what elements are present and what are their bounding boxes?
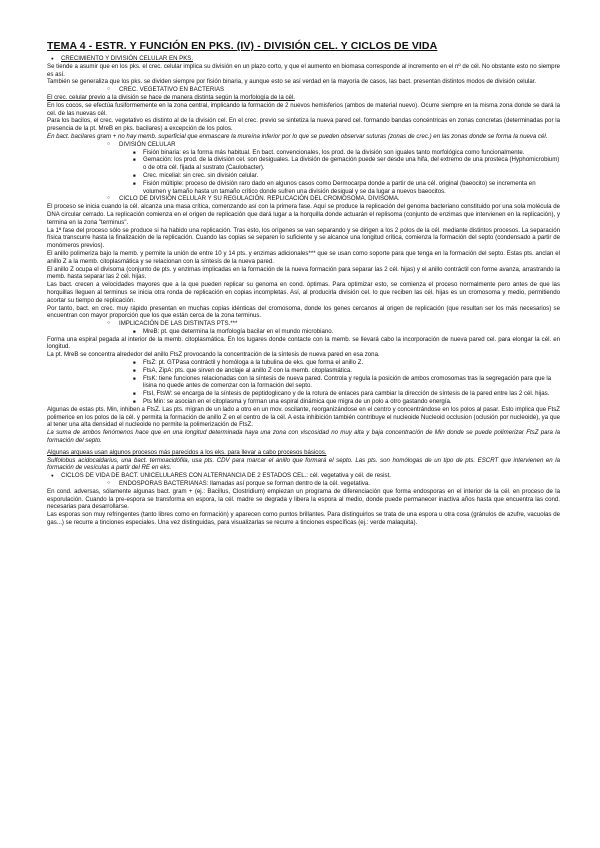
bullet-item: ■ FtsI, FtsW: se encarga de la síntesis de peptidoglicano y de la rotura de enlaces para cambiar la dirección de síntesis de la pared entre las 2 cél. hijas. [47, 390, 560, 398]
subsection-heading: ○ IMPLICACIÓN DE LAS DISTINTAS PTS.*** [47, 320, 560, 328]
paragraph: La pt. MreB se concentra alrededor del anillo FtsZ provocando la concentración de la síntesis de nueva pared en esa zona. [47, 351, 380, 359]
bullet-item: ■ Gemación: los prod. de la división cel. son desiguales. La división de gemación puede ser desde una hifa, del extremo de una prosteca (Hyphomicrobium) o de otra cél. fijada al sustrato (Caulobacter). [47, 156, 560, 172]
paragraph: Se tiende a asumir que en los pks. el crec. celular implica su división en un plazo corto, y que el aumento en biomasa corresponde al incremento en el nº de cél. No obstante esto no siempre es así. [47, 62, 560, 78]
paragraph: Las bact. crecen a velocidades mayores que a la que pueden replicar su genoma en cond. óptimas. Para optimizar esto, se comienza el proceso normalmente pero antes de que las horquillas lleguen al terminus se inicia otra ronda de replicación en copias incompletas. Así, al producirla división cel. lo que reciben las cél. hijas es un cromosoma y medio, permitiendo acortar su tiempo de replicación. [47, 281, 560, 304]
section-heading: ● CRECIMIENTO Y DIVISIÓN CELULAR EN PKS. [47, 55, 560, 63]
paragraph: La suma de ambos fenómenos hace que en una longitud determinada haya una zona con viscosidad no muy alta y baja concentración de Min donde se puede polimerizar FtsZ para la formación del septo. [47, 429, 560, 445]
paragraph: Por tanto, bact. en crec. muy rápido presentan en muchas copias idénticas del cromosoma, donde los genes cercanos al origen de replicación (que resultan ser los más necesarios) se encuentran con mayor proporción que los que están cerca de la zona terminus. [47, 304, 560, 320]
bullet-item: ■ MreB: pt. que determina la morfología bacilar en el mundo microbiano. [47, 328, 560, 336]
paragraph: En bact. bacilares gram + no hay memb. superficial que enmascare la mureína inferior por lo que se pueden observar suturas (zonas de crec.) en las zonas donde se forma la nueva cél. [47, 132, 548, 140]
document-page [47, 40, 560, 527]
paragraph: El proceso se inicia cuando la cél. alcanza una masa crítica, comenzando así con la primera fase. Aquí se produce la replicación del genoma bacteriano constituido por una sola molécula de DNA circular cerrado. La replicación comienza en el origen de replicación que dará lugar a la horquilla donde actuarán el replisoma (conjunto de enzimas que intervienen en la replicación), y termina en la zona "terminus". [47, 203, 560, 226]
paragraph: Sulfolobus acidocaldarius, una bact. termoacidófila, usa pts. CDV para marcar el anillo que formará el septo. Las pts. son homólogas de un tipo de pts. ESCRT que intervienen en la formación de vesículas a partir del RE en eks. [47, 456, 560, 472]
paragraph: En los cocos, se efectúa fusiformemente en la zona central, implicando la formación de 2 nuevos hemisferios (ambos de material nuevo). Ocurre siempre en la misma zona donde se dará la cel. de las nuevas cél. [47, 101, 560, 117]
paragraph: La 1ª fase del proceso sólo se produce si ha habido una replicación. Tras esto, los orígenes se van separando y se dirigen a los 2 polos de la cél. mediante distintos procesos. La separación física transcurre hasta la finalización de la replicación. Cuando las copias se separen lo suficiente y se alcance una longitud crítica, comienza la formación del septo (condensado a partir de monómeros previos). [47, 226, 560, 250]
paragraph: También se generaliza que los pks. se dividen siempre por fisión binaria, y aunque esto se así verdad en la mayoría de casos, las bact. presentan distintos modos de división celular. [47, 78, 537, 86]
paragraph: Forma una espiral pegada al interior de la memb. citoplasmática. En los lugares donde contacte con la memb. se llevará cabo la incorporación de nueva pared cel. para elongar la cél. en longitud. [47, 335, 560, 351]
bullet-item: ■ FtsZ: pt. GTPasa contráctil y homóloga a la tubulina de eks. que forma el anillo Z. [47, 359, 560, 367]
page-title: TEMA 4 - ESTR. Y FUNCIÓN EN PKS. (IV) - DIVISIÓN CEL. Y CICLOS DE VIDA [47, 40, 438, 52]
bullet-item: ■ Fisión múltiple: proceso de división raro dado en algunos casos como Dermocarpa donde a partir de una cél. original (baeocito) se incrementa en volumen y tamaño hasta un tamaño crítico donde sufren una división desigual y se da lugar a nuevos baeocitos. [47, 180, 560, 196]
subsection-heading: ○ DIVISIÓN CELULAR [47, 141, 560, 149]
document-body [47, 55, 560, 527]
paragraph: El anillo Z ocupa el divisoma (conjunto de pts. y enzimas implicadas en la formación de la nueva formación para separar las 2 cél. hijas) y el anillo contráctil con forme avanza, arrastrando la memb. hasta separar las 2 cél. hijas. [47, 265, 560, 281]
paragraph: Para los bacilos, el crec. vegetativo es distinto al de la división cel. En el crec. previo se sintetiza la nueva pared cel. formando bandas concéntricas en zonas concretas (determinadas por la presencia de la pt. MreB en pks. bacilares) a excepción de los polos. [47, 117, 560, 133]
bullet-item: ■ Fisión binaria: es la forma más habitual. En bact. convencionales, los prod. de la división son iguales tanto morfológica como funcionalmente. [47, 149, 560, 157]
paragraph: Las esporas son muy refringentes (tanto libres como en formación) y aparecen como puntos brillantes. Para distinguirlos se trata de una espora u otra cosa (gránulos de azufre, vacuolas de gas...) se recurre a tinciones especiales. Una vez distinguidas, para visualizarlas se recurre a tinciones específicas (ej.: verde malaquita). [47, 511, 560, 527]
section-heading: ● CICLOS DE VIDA DE BACT. UNICELULARES CON ALTERNANCIA DE 2 ESTADOS CEL.: cél. vegetativa y cél. de resist. [47, 472, 560, 480]
bullet-item: ■ Crec. micelial: sin crec. sin división celular. [47, 172, 560, 180]
paragraph: Algunas de estas pts. Min, inhiben a FtsZ. Las pts. migran de un lado a otro en un mov. oscilante, reorganizándose en el centro y concentrándose en los polos al pasar. Esto implica que FtsZ polimerice en los polos de la cél. y permita la formación de anillo Z en el centro de la cél. A esta inhibición también contribuye el nucleoide Nucleoid occlusion (oclusión por nucleoide), ya que al tener una alta densidad el nucleoide no permite la polimerización de FtsZ. [47, 405, 560, 429]
bullet-item: ■ FtsK: tiene funciones relacionadas con la síntesis de nueva pared. Controla y regula la posición de ambos cromosomas tras la segregación para que la lisina no quede antes de comenzar con la formación del septo. [47, 375, 560, 391]
paragraph: En cond. adversas, sólamente algunas bact. gram + (ej.: Bacillus, Clostridium) empiezan un programa de diferenciación que forma endosporas en el interior de la cél. en proceso de la esporulación. Cuando la pre-espora se transforma en espora, la cél. madre se degrada y libera la espora al medio, donde puede permanecer inactiva años hasta que encuentra las cond. necesarias para desarrollarse. [47, 487, 560, 511]
bullet-item: ■ FtsA, ZipA: pts. que sirven de anclaje al anillo Z con la memb. citoplasmática. [47, 367, 560, 375]
paragraph: El crec. celular previo a la división se hace de manera distinta según la morfología de la cél. [47, 93, 295, 101]
paragraph: Algunas arqueas usan algunos procesos más parecidos a los eks. para llevar a cabo procesos básicos. [47, 448, 327, 456]
paragraph: El anillo polimeriza bajo la memb. y permite la unión de entre 10 y 14 pts. y enzimas adicionales*** que se usan como soporte para que tenga en la formación del septo. Estas pts. anclan el anillo Z a la memb. citoplasmática y se relacionan con la síntesis de la nueva pared. [47, 249, 560, 265]
subsection-heading: ○ CICLO DE DIVISIÓN CELULAR Y SU REGULACIÓN. REPLICACIÓN DEL CROMOSOMA. DIVISOMA. [47, 195, 560, 203]
bullet-item: ■ Pts Min: se asocian en el citoplasma y forman una espiral dinámica que migra de un polo a otro gastando energía. [47, 398, 560, 406]
subsection-heading: ○ ENDOSPORAS BACTERIANAS: llamadas así porque se forman dentro de la cél. vegetativa. [47, 480, 560, 488]
subsection-heading: ○ CREC. VEGETATIVO EN BACTERIAS [47, 86, 560, 94]
